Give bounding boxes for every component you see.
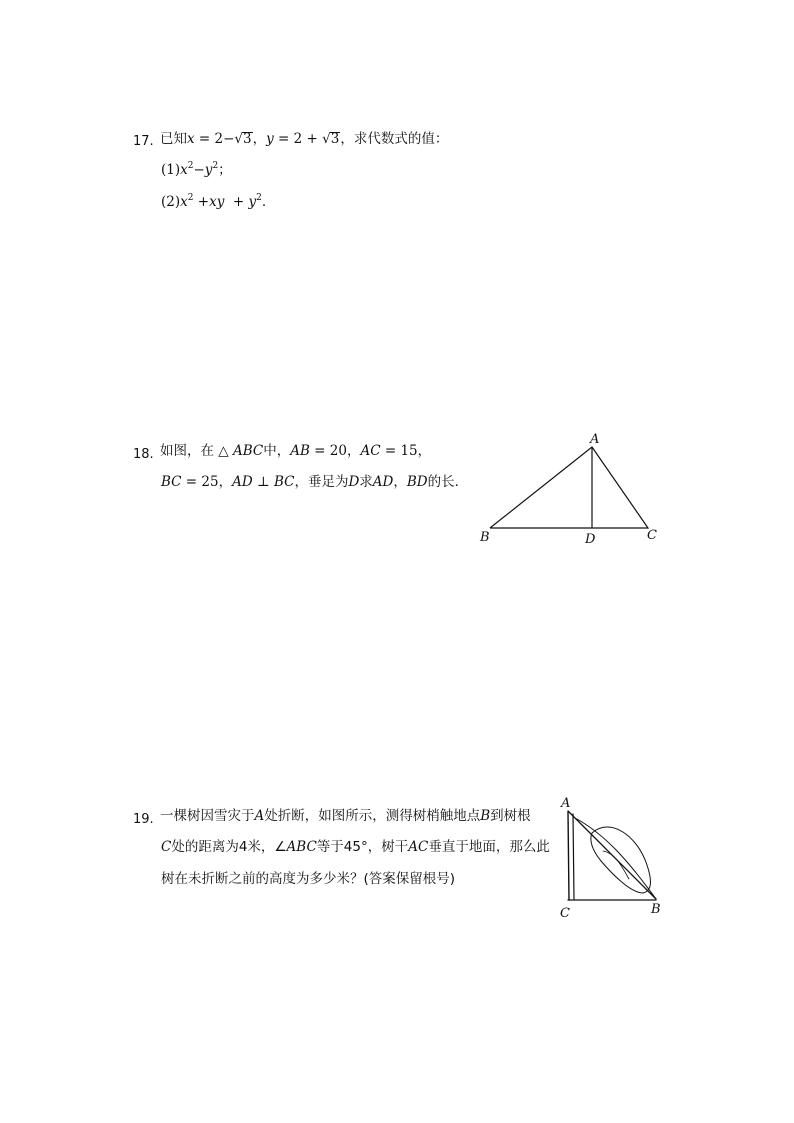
label-a: A bbox=[561, 796, 571, 811]
problem-19-number: 19. bbox=[133, 812, 154, 827]
treetop-leaf-vein bbox=[603, 851, 629, 879]
stem-text: 一棵树因雪灾于 bbox=[160, 808, 255, 824]
label-a: A bbox=[590, 432, 600, 447]
stem-text: 处折断，如图所示，测得树梢触地点 bbox=[264, 808, 481, 824]
stem-text: ，垂足为 bbox=[294, 474, 349, 490]
part-end: . bbox=[261, 194, 267, 210]
exponent: 2 bbox=[187, 193, 194, 203]
y-equals: = 2 + bbox=[273, 131, 323, 147]
var-x: x bbox=[180, 194, 188, 210]
var-x: x bbox=[180, 162, 188, 178]
stem-text: 等于45°，树干 bbox=[316, 839, 409, 855]
operator: − bbox=[193, 162, 205, 178]
segment-ac: AC bbox=[360, 443, 381, 459]
part-label: (1) bbox=[161, 162, 181, 178]
segment-bc: BC bbox=[273, 474, 295, 490]
problem-18-number: 18. bbox=[133, 447, 154, 462]
triangle-outline bbox=[490, 447, 648, 528]
problem-19-line-3: 树在未折断之前的高度为多少米？(答案保留根号) bbox=[161, 871, 456, 887]
exponent: 2 bbox=[187, 161, 194, 171]
x-equals: = 2− bbox=[194, 131, 235, 147]
segment-ad: AD bbox=[232, 474, 253, 490]
stem-text: 中， bbox=[263, 443, 291, 459]
value-ab: = 20， bbox=[309, 443, 361, 459]
segment-ac: AC bbox=[408, 839, 429, 855]
stem-text: 到树根 bbox=[490, 808, 531, 824]
var-y: y bbox=[248, 194, 257, 210]
var-xy: xy bbox=[209, 194, 225, 210]
label-c: C bbox=[647, 528, 657, 543]
exponent: 2 bbox=[256, 193, 262, 203]
operator: + bbox=[224, 194, 249, 210]
stem-text: 如图，在 △ bbox=[160, 443, 233, 459]
triangle-figure bbox=[475, 430, 675, 550]
segment-bd: BD bbox=[406, 474, 428, 490]
stem-tail: ，求代数式的值： bbox=[340, 131, 449, 147]
operator: + bbox=[193, 194, 210, 210]
stem-tail: 的长． bbox=[427, 474, 469, 490]
var-x: x bbox=[187, 131, 195, 147]
sqrt-symbol: √ bbox=[234, 131, 244, 147]
stem-text: 求 bbox=[359, 474, 373, 490]
value-bc: = 25， bbox=[181, 474, 233, 490]
problem-17-stem bbox=[160, 132, 448, 147]
label-b: B bbox=[651, 902, 661, 917]
stem-text: 垂直于地面，那么此 bbox=[428, 839, 550, 855]
var-y: y bbox=[204, 162, 213, 178]
perp-symbol: ⊥ bbox=[252, 474, 274, 490]
label-c: C bbox=[560, 906, 570, 921]
value-ac: = 15， bbox=[380, 443, 432, 459]
problem-17-part-1 bbox=[161, 161, 232, 178]
problem-19-line-1 bbox=[160, 810, 531, 824]
triangle-name: ABC bbox=[232, 443, 264, 459]
problem-17-part-2 bbox=[161, 193, 267, 210]
separator: ， bbox=[393, 474, 407, 490]
label-d: D bbox=[585, 532, 596, 547]
part-end: ； bbox=[218, 162, 232, 178]
part-label: (2) bbox=[161, 194, 181, 210]
segment-bc: BC bbox=[161, 474, 182, 490]
broken-tree-figure bbox=[555, 795, 665, 925]
segment-ad: AD bbox=[372, 474, 394, 490]
tree-trunk-left bbox=[568, 812, 569, 900]
stem-text: 已知 bbox=[160, 131, 187, 147]
sqrt-symbol: √ bbox=[322, 131, 331, 147]
point-c: C bbox=[161, 839, 172, 855]
problem-18-line-1 bbox=[160, 445, 431, 459]
tree-trunk-right bbox=[573, 814, 574, 899]
var-y: y bbox=[266, 131, 274, 147]
point-b: B bbox=[480, 808, 491, 824]
angle-abc: ABC bbox=[286, 839, 317, 855]
treetop-foliage bbox=[591, 827, 651, 893]
stem-text: 处的距离为4米，∠ bbox=[171, 839, 287, 855]
point-a: A bbox=[254, 808, 265, 824]
problem-17-number: 17. bbox=[133, 134, 154, 149]
separator: ， bbox=[252, 131, 267, 147]
sqrt-radicand: 3 bbox=[330, 131, 340, 147]
problem-18-line-2 bbox=[161, 476, 468, 490]
label-b: B bbox=[480, 530, 490, 545]
problem-19-line-2 bbox=[161, 841, 550, 855]
exponent: 2 bbox=[212, 161, 219, 171]
point-d: D bbox=[348, 474, 360, 490]
segment-ab: AB bbox=[290, 443, 310, 459]
sqrt-radicand: 3 bbox=[243, 131, 252, 147]
